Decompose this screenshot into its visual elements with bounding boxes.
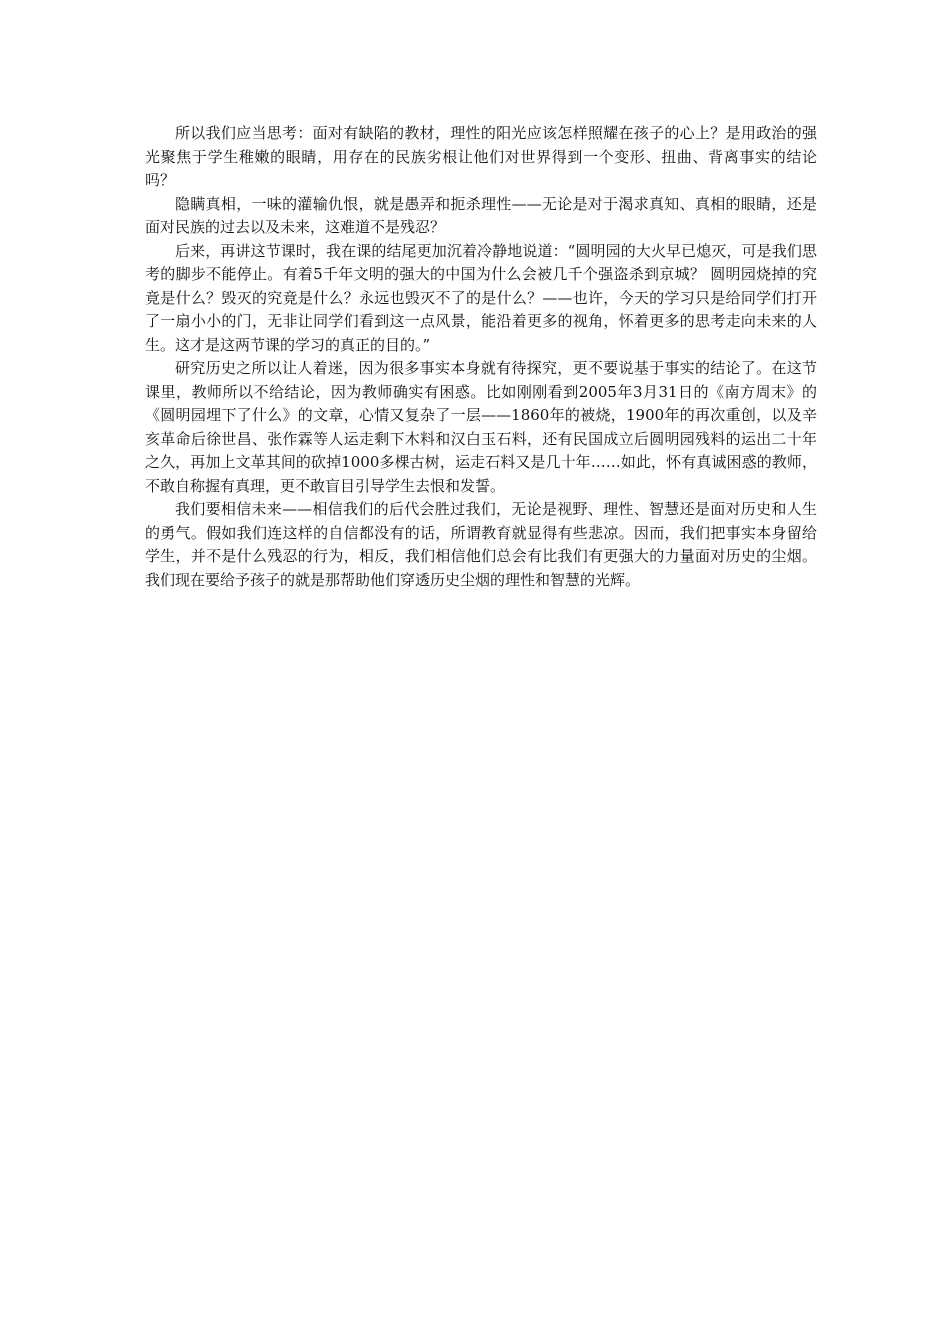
paragraph: 研究历史之所以让人着迷，因为很多事实本身就有待探究，更不要说基于事实的结论了。在这节课里，教师所以不给结论，因为教师确实有困惑。比如刚刚看到2005年3月31日的《南方周末》的《圆明园埋下了什么》的文章，心情又复杂了一层——1860年的被烧，1900年的再次重创，以及辛亥革命后徐世昌、张作霖等人运走剩下木料和汉白玉石料，还有民国成立后圆明园残料的运出二十年之久，再加上文革其间的砍掉1000多棵古树，运走石料又是几十年……如此，怀有真诚困惑的教师，不敢自称握有真理，更不敢盲目引导学生去恨和发誓。 (145, 359, 817, 495)
paragraph: 后来，再讲这节课时，我在课的结尾更加沉着冷静地说道：“圆明园的大火早已熄灭，可是我们思考的脚步不能停止。有着5千年文明的强大的中国为什么会被几千个强盗杀到京城？ 圆明园烧掉的究竟是什么？毁灭的究竟是什么？永远也毁灭不了的是什么？——也许，今天的学习只是给同学们打开了一扇小小的门，无非让同学们看到这一点风景，能沿着更多的视角，怀着更多的思考走向未来的人生。这才是这两节课的学习的真正的目的。” (145, 241, 817, 354)
paragraph: 隐瞒真相，一味的灌输仇恨，就是愚弄和扼杀理性——无论是对于渴求真知、真相的眼睛，还是面对民族的过去以及未来，这难道不是残忍？ (145, 194, 817, 236)
document-body (145, 122, 817, 592)
paragraph: 我们要相信未来——相信我们的后代会胜过我们，无论是视野、理性、智慧还是面对历史和人生的勇气。假如我们连这样的自信都没有的话，所谓教育就显得有些悲凉。因而，我们把事实本身留给学生，并不是什么残忍的行为，相反，我们相信他们总会有比我们有更强大的力量面对历史的尘烟。我们现在要给予孩子的就是那帮助他们穿透历史尘烟的理性和智慧的光辉。 (145, 500, 817, 589)
paragraph: 所以我们应当思考：面对有缺陷的教材，理性的阳光应该怎样照耀在孩子的心上？是用政治的强光聚焦于学生稚嫩的眼睛，用存在的民族劣根让他们对世界得到一个变形、扭曲、背离事实的结论吗？ (145, 124, 817, 189)
